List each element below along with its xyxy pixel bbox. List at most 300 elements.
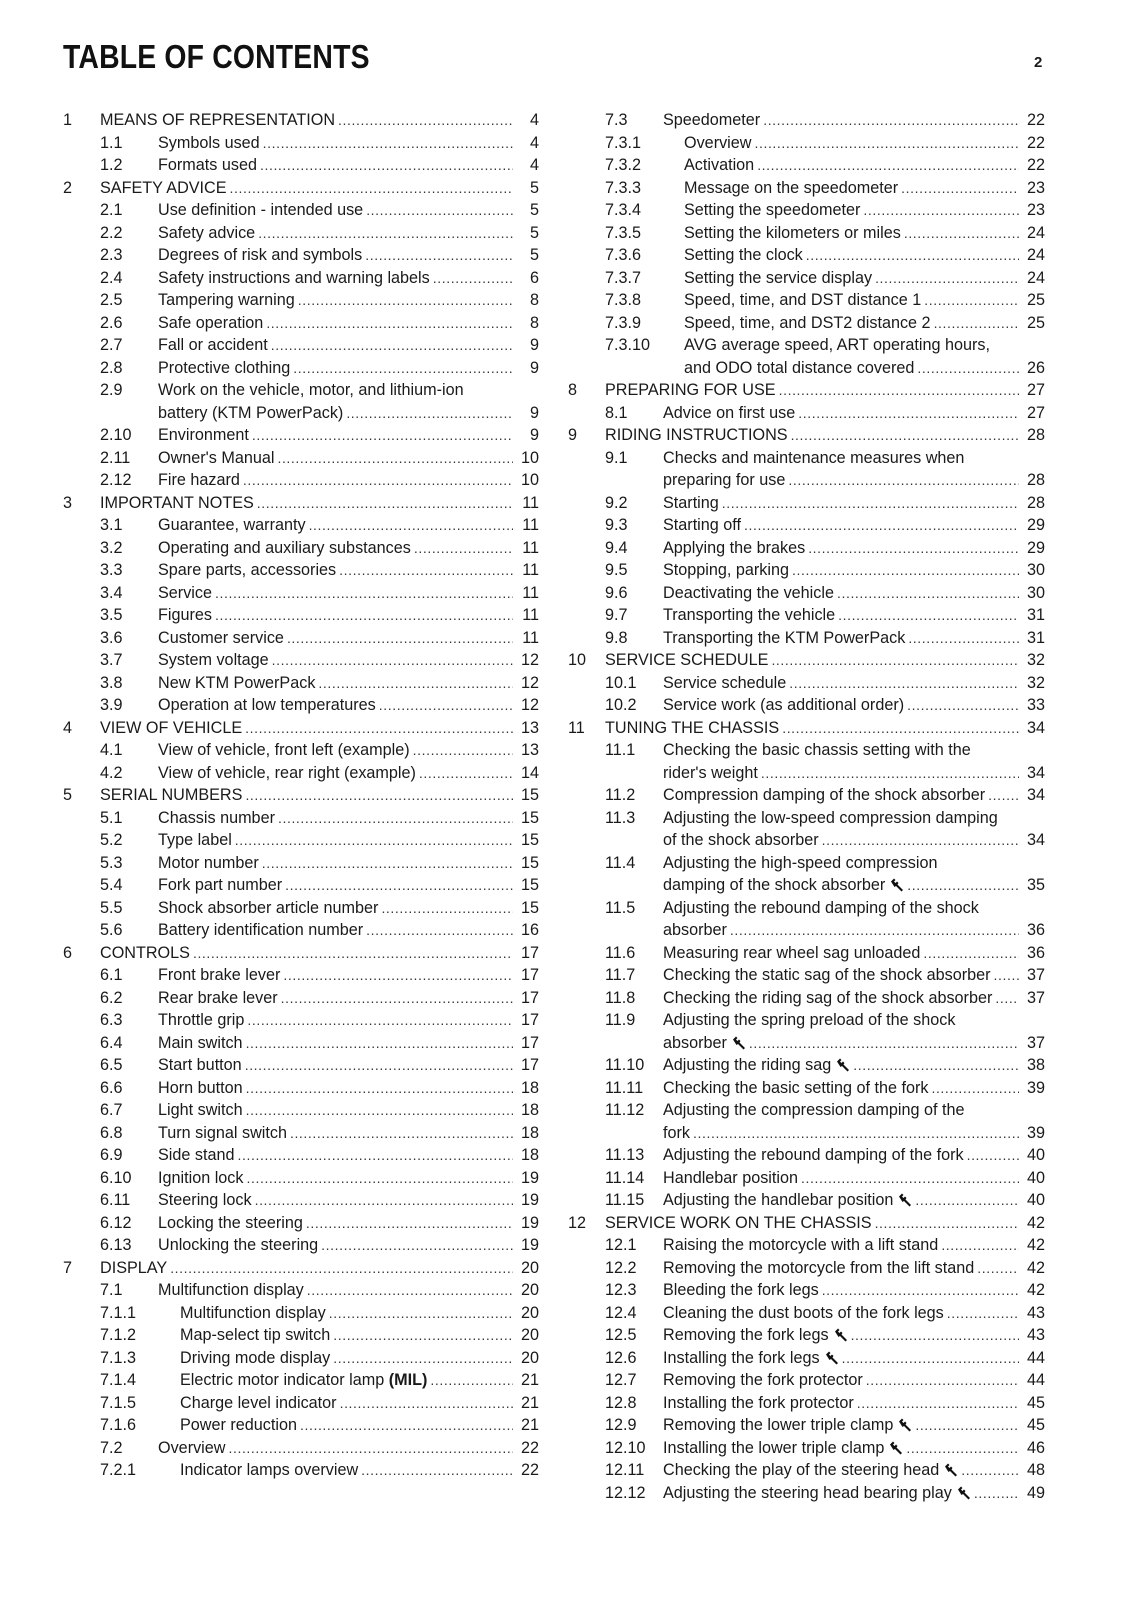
toc-entry[interactable] [568, 222, 1045, 245]
toc-entry[interactable] [63, 582, 539, 605]
toc-entry-title: Safe operation [158, 313, 264, 332]
toc-entry-page[interactable]: 13 [520, 718, 539, 737]
toc-entry-page[interactable]: 18 [520, 1123, 539, 1142]
toc-entry[interactable] [63, 1437, 539, 1460]
toc-entry-page[interactable]: 20 [520, 1258, 539, 1277]
toc-entry[interactable] [568, 379, 1045, 402]
toc-entry[interactable] [63, 739, 539, 762]
toc-entry[interactable] [568, 1369, 1045, 1392]
toc-entry[interactable] [63, 672, 539, 695]
toc-entry[interactable] [63, 942, 539, 965]
toc-entry-number: 7.1.2 [100, 1326, 137, 1344]
toc-entry-page[interactable]: 37 [1026, 988, 1045, 1007]
toc-entry[interactable] [568, 1279, 1045, 1302]
wrench-icon [824, 1349, 839, 1363]
toc-entry-text [663, 964, 1045, 987]
toc-entry[interactable] [63, 132, 539, 155]
toc-entry-line[interactable] [568, 334, 1045, 357]
dot-leader [857, 1392, 1019, 1415]
toc-entry-page[interactable]: 48 [1026, 1461, 1045, 1479]
toc-entry-page[interactable]: 30 [1026, 561, 1045, 579]
toc-entry[interactable] [63, 919, 539, 942]
toc-entry[interactable] [568, 964, 1045, 987]
toc-entry-page[interactable]: 5 [529, 223, 539, 242]
toc-entry-page[interactable]: 18 [520, 1101, 539, 1119]
toc-entry[interactable] [63, 897, 539, 920]
toc-entry[interactable] [63, 762, 539, 785]
toc-entry[interactable] [568, 1302, 1045, 1325]
toc-entry-page[interactable]: 20 [520, 1303, 539, 1322]
toc-entry-page[interactable]: 36 [1026, 921, 1045, 939]
toc-entry-page[interactable]: 37 [1026, 1033, 1045, 1052]
toc-entry-text [663, 582, 1045, 605]
toc-entry[interactable] [63, 447, 539, 470]
toc-entry[interactable] [63, 154, 539, 177]
toc-entry[interactable] [63, 1054, 539, 1077]
toc-entry-page[interactable]: 5 [529, 178, 539, 197]
toc-entry-page[interactable]: 24 [1026, 246, 1045, 264]
toc-entry[interactable] [568, 694, 1045, 717]
toc-entry[interactable] [63, 1302, 539, 1325]
toc-entry[interactable] [568, 649, 1045, 672]
dot-leader [271, 334, 513, 357]
toc-entry[interactable] [63, 289, 539, 312]
toc-entry-title: Light switch [158, 1101, 243, 1119]
toc-entry[interactable] [568, 1144, 1045, 1167]
toc-entry[interactable] [63, 267, 539, 290]
toc-entry[interactable] [63, 222, 539, 245]
toc-entry[interactable] [63, 852, 539, 875]
toc-entry-page[interactable]: 19 [520, 1168, 539, 1187]
toc-entry[interactable] [63, 1414, 539, 1437]
toc-entry-page[interactable]: 28 [1026, 493, 1045, 512]
toc-entry[interactable] [63, 469, 539, 492]
toc-entry-title: Setting the kilometers or miles [684, 223, 901, 242]
toc-entry[interactable] [568, 1482, 1045, 1505]
toc-entry-page[interactable]: 15 [520, 786, 539, 804]
toc-entry-page[interactable]: 31 [1026, 628, 1045, 647]
toc-entry-title: Adjusting the steering head bearing play [663, 1482, 971, 1505]
toc-entry-page[interactable]: 15 [520, 876, 539, 894]
toc-entry[interactable] [63, 177, 539, 200]
toc-entry[interactable] [568, 1054, 1045, 1077]
toc-entry-page[interactable]: 49 [1026, 1483, 1045, 1502]
toc-entry-number: 2.2 [100, 223, 123, 242]
toc-entry[interactable] [568, 1347, 1045, 1370]
toc-entry-line[interactable] [568, 1032, 1045, 1055]
toc-entry[interactable] [63, 559, 539, 582]
toc-entry[interactable] [568, 987, 1045, 1010]
dot-leader [842, 1347, 1019, 1370]
toc-entry-page[interactable]: 11 [522, 561, 539, 579]
toc-entry-number: 6.2 [100, 988, 123, 1007]
toc-entry[interactable] [63, 1032, 539, 1055]
toc-entry-number: 10.2 [605, 696, 637, 714]
toc-entry-page[interactable]: 4 [529, 156, 539, 174]
toc-entry-page[interactable]: 20 [520, 1326, 539, 1344]
toc-entry-page[interactable]: 23 [1026, 178, 1045, 197]
toc-entry[interactable] [568, 784, 1045, 807]
toc-entry[interactable] [63, 514, 539, 537]
toc-entry-page[interactable]: 9 [529, 336, 539, 354]
toc-entry-number: 6.6 [100, 1078, 123, 1097]
toc-entry-line[interactable] [63, 379, 539, 402]
toc-entry-page[interactable]: 11 [522, 583, 539, 602]
toc-entry-number: 7.2 [100, 1438, 123, 1457]
toc-entry-page[interactable]: 19 [520, 1236, 539, 1254]
toc-entry[interactable] [63, 1369, 539, 1392]
toc-entry-line[interactable] [568, 357, 1045, 380]
toc-entry[interactable] [63, 1392, 539, 1415]
toc-entry-page[interactable]: 28 [1026, 426, 1045, 444]
dot-leader [381, 897, 513, 920]
toc-entry-text [158, 1077, 539, 1100]
toc-entry-title: Stopping, parking [663, 561, 789, 579]
toc-entry[interactable] [568, 492, 1045, 515]
toc-entry[interactable] [568, 1212, 1045, 1235]
toc-entry-title: Setting the clock [684, 246, 803, 264]
toc-entry-page[interactable]: 12 [520, 651, 539, 669]
toc-entry-page[interactable]: 15 [520, 898, 539, 917]
toc-entry[interactable] [568, 537, 1045, 560]
toc-entry-page[interactable]: 11 [522, 493, 539, 512]
toc-entry-page[interactable]: 34 [1026, 786, 1045, 804]
toc-entry-page[interactable]: 43 [1026, 1303, 1045, 1322]
toc-entry-page[interactable]: 42 [1026, 1258, 1045, 1277]
toc-entry-title: Setting the speedometer [684, 201, 861, 219]
toc-entry[interactable] [568, 109, 1045, 132]
toc-entry-page[interactable]: 45 [1026, 1416, 1045, 1434]
toc-entry-page[interactable]: 46 [1026, 1438, 1045, 1457]
toc-entry-page[interactable]: 12 [520, 673, 539, 692]
toc-entry-page[interactable]: 39 [1026, 1123, 1045, 1142]
toc-entry-line[interactable] [568, 829, 1045, 852]
toc-entry[interactable] [568, 1234, 1045, 1257]
toc-entry-page[interactable]: 40 [1026, 1146, 1045, 1164]
toc-entry[interactable] [63, 1077, 539, 1100]
toc-entry-page[interactable]: 34 [1026, 718, 1045, 737]
toc-entry[interactable] [63, 1234, 539, 1257]
toc-entry-page[interactable]: 22 [520, 1461, 539, 1479]
toc-entry-page[interactable]: 21 [520, 1393, 539, 1412]
toc-entry-page[interactable]: 32 [1026, 673, 1045, 692]
toc-entry-line[interactable] [568, 447, 1045, 470]
toc-entry-page[interactable]: 8 [529, 313, 539, 332]
toc-entry-line[interactable] [568, 874, 1045, 897]
toc-entry[interactable] [568, 1257, 1045, 1280]
toc-entry[interactable] [63, 1144, 539, 1167]
toc-entry-page[interactable]: 17 [520, 1056, 539, 1074]
toc-entry[interactable] [63, 109, 539, 132]
toc-entry-page[interactable]: 34 [1026, 763, 1045, 782]
toc-entry[interactable] [568, 199, 1045, 222]
toc-entry[interactable] [63, 199, 539, 222]
toc-entry-title: Operating and auxiliary substances [158, 538, 411, 557]
toc-entry-page[interactable]: 6 [529, 268, 539, 287]
toc-entry-page[interactable]: 15 [520, 831, 539, 849]
toc-entry[interactable] [63, 1347, 539, 1370]
toc-entry[interactable] [63, 1459, 539, 1482]
toc-entry-page[interactable]: 18 [520, 1146, 539, 1164]
toc-entry[interactable] [568, 627, 1045, 650]
toc-entry-page[interactable]: 4 [529, 111, 539, 129]
toc-entry[interactable] [568, 559, 1045, 582]
toc-entry-text [684, 199, 1045, 222]
toc-entry-number: 11.10 [605, 1056, 645, 1074]
toc-entry[interactable] [568, 1414, 1045, 1437]
toc-entry-page[interactable]: 11 [522, 538, 539, 557]
toc-entry-title: fork [663, 1123, 690, 1142]
toc-entry-page[interactable]: 29 [1026, 538, 1045, 557]
toc-entry-page[interactable]: 45 [1026, 1393, 1045, 1412]
toc-entry-page[interactable]: 43 [1026, 1326, 1045, 1344]
toc-entry-page[interactable]: 15 [520, 853, 539, 872]
toc-entry-page[interactable]: 9 [529, 358, 539, 377]
toc-entry-page[interactable]: 25 [1026, 313, 1045, 332]
toc-entry[interactable] [63, 829, 539, 852]
toc-entry-page[interactable]: 36 [1026, 943, 1045, 962]
page-title: TABLE OF CONTENTS [63, 38, 370, 75]
toc-entry[interactable] [63, 1099, 539, 1122]
toc-entry-number: 3 [63, 493, 73, 512]
toc-entry-title: Type label [158, 831, 232, 849]
toc-entry[interactable] [63, 1189, 539, 1212]
toc-entry[interactable] [63, 1324, 539, 1347]
toc-entry[interactable] [568, 402, 1045, 425]
toc-entry-page[interactable]: 22 [1026, 111, 1045, 129]
toc-entry-text [663, 694, 1045, 717]
toc-entry[interactable] [63, 537, 539, 560]
toc-entry[interactable] [568, 942, 1045, 965]
toc-entry[interactable] [63, 784, 539, 807]
toc-entry-page[interactable]: 10 [520, 471, 539, 489]
toc-entry[interactable] [568, 1189, 1045, 1212]
toc-entry-page[interactable]: 5 [529, 201, 539, 219]
toc-entry-page[interactable]: 8 [529, 291, 539, 309]
dot-leader [763, 109, 1019, 132]
toc-entry-page[interactable]: 22 [1026, 133, 1045, 152]
toc-entry-page[interactable]: 32 [1026, 651, 1045, 669]
toc-entry-line[interactable] [568, 469, 1045, 492]
toc-entry-page[interactable]: 20 [520, 1281, 539, 1299]
toc-entry[interactable] [568, 267, 1045, 290]
toc-entry[interactable] [63, 649, 539, 672]
toc-entry-number: 12.8 [605, 1393, 637, 1412]
toc-entry[interactable] [63, 694, 539, 717]
toc-entry-page[interactable]: 27 [1026, 403, 1045, 422]
toc-entry-page[interactable]: 35 [1026, 876, 1045, 894]
toc-entry[interactable] [568, 424, 1045, 447]
toc-entry-title: Message on the speedometer [684, 178, 899, 197]
toc-entry-page[interactable]: 19 [520, 1191, 539, 1209]
toc-entry[interactable] [568, 1077, 1045, 1100]
toc-entry-page[interactable]: 33 [1026, 696, 1045, 714]
toc-entry[interactable] [568, 289, 1045, 312]
toc-entry-page[interactable]: 20 [520, 1348, 539, 1367]
toc-entry[interactable] [63, 1257, 539, 1280]
toc-entry[interactable] [63, 1167, 539, 1190]
toc-entry-page[interactable]: 18 [520, 1078, 539, 1097]
toc-entry-page[interactable]: 42 [1026, 1236, 1045, 1254]
toc-entry-page[interactable]: 17 [520, 966, 539, 984]
toc-entry-page[interactable]: 11 [522, 516, 539, 534]
toc-entry-title: Checking the basic chassis setting with the [663, 741, 971, 759]
toc-entry[interactable] [63, 424, 539, 447]
toc-entry[interactable] [63, 357, 539, 380]
toc-entry-page[interactable]: 11 [522, 628, 539, 647]
toc-entry-title: IMPORTANT NOTES [100, 493, 254, 512]
toc-entry-page[interactable]: 23 [1026, 201, 1045, 219]
toc-entry-line[interactable] [568, 852, 1045, 875]
toc-entry-page[interactable]: 17 [520, 988, 539, 1007]
toc-entry-page[interactable]: 26 [1026, 358, 1045, 377]
toc-entry-line[interactable] [63, 402, 539, 425]
toc-entry[interactable] [568, 1392, 1045, 1415]
toc-entry-page[interactable]: 13 [520, 741, 539, 759]
toc-entry[interactable] [568, 244, 1045, 267]
toc-entry-number: 6.1 [100, 966, 123, 984]
toc-entry[interactable] [568, 312, 1045, 335]
toc-entry-page[interactable]: 22 [520, 1438, 539, 1457]
toc-entry-page[interactable]: 25 [1026, 291, 1045, 309]
toc-entry-page[interactable]: 17 [520, 1033, 539, 1052]
toc-entry-text [180, 1369, 539, 1392]
toc-entry-text [663, 1302, 1045, 1325]
toc-entry-page[interactable]: 40 [1026, 1191, 1045, 1209]
toc-entry[interactable] [63, 964, 539, 987]
toc-entry-text [158, 514, 539, 537]
toc-entry-page[interactable]: 44 [1026, 1371, 1045, 1389]
toc-entry-line[interactable] [568, 1099, 1045, 1122]
toc-entry[interactable] [568, 132, 1045, 155]
toc-entry-page[interactable]: 19 [520, 1213, 539, 1232]
toc-entry-line[interactable] [568, 1122, 1045, 1145]
toc-entry-number: 5.2 [100, 831, 123, 849]
toc-entry-title: Main switch [158, 1033, 243, 1052]
toc-entry-page[interactable]: 24 [1026, 223, 1045, 242]
toc-entry-page[interactable]: 12 [520, 696, 539, 714]
toc-entry-page[interactable]: 17 [520, 943, 539, 962]
dot-leader [838, 604, 1019, 627]
dot-leader [779, 379, 1019, 402]
toc-entry-page[interactable]: 38 [1026, 1056, 1045, 1074]
toc-entry[interactable] [568, 1459, 1045, 1482]
toc-entry-page[interactable]: 28 [1026, 471, 1045, 489]
toc-entry[interactable] [568, 672, 1045, 695]
toc-entry-page[interactable]: 37 [1026, 966, 1045, 984]
toc-entry-page[interactable]: 4 [529, 133, 539, 152]
toc-entry[interactable] [63, 874, 539, 897]
toc-entry-number: 11.8 [605, 988, 636, 1007]
toc-entry-text [158, 559, 539, 582]
toc-entry-line[interactable] [568, 807, 1045, 830]
toc-entry[interactable] [568, 582, 1045, 605]
toc-entry-title: Speed, time, and DST2 distance 2 [684, 313, 931, 332]
toc-entry-number: 12.10 [605, 1438, 646, 1457]
toc-entry-number: 12 [568, 1213, 587, 1232]
toc-entry[interactable] [63, 492, 539, 515]
toc-entry[interactable] [568, 154, 1045, 177]
toc-entry[interactable] [568, 1324, 1045, 1347]
toc-entry[interactable] [63, 987, 539, 1010]
toc-entry-number: 5.4 [100, 876, 123, 894]
toc-entry[interactable] [63, 717, 539, 740]
toc-entry-text [100, 942, 539, 965]
toc-entry-page[interactable]: 42 [1026, 1281, 1045, 1299]
toc-entry-page[interactable]: 5 [529, 246, 539, 264]
toc-entry-page[interactable]: 34 [1026, 831, 1045, 849]
toc-entry-page[interactable]: 14 [520, 763, 539, 782]
toc-entry-line[interactable] [568, 762, 1045, 785]
toc-entry-page[interactable]: 17 [520, 1011, 539, 1029]
toc-entry[interactable] [63, 1009, 539, 1032]
dot-leader [693, 1122, 1019, 1145]
toc-entry-page[interactable]: 24 [1026, 268, 1045, 287]
toc-entry-number: 6.12 [100, 1213, 132, 1232]
toc-entry-title: Horn button [158, 1078, 243, 1097]
toc-entry-page[interactable]: 40 [1026, 1168, 1045, 1187]
toc-entry-page[interactable]: 21 [520, 1416, 539, 1434]
toc-entry[interactable] [63, 807, 539, 830]
dot-leader [808, 537, 1019, 560]
toc-entry-page[interactable]: 11 [522, 606, 539, 624]
toc-entry-page[interactable]: 39 [1026, 1078, 1045, 1097]
toc-entry[interactable] [63, 1212, 539, 1235]
toc-entry[interactable] [63, 244, 539, 267]
toc-entry-title: Start button [158, 1056, 242, 1074]
toc-entry-number: 12.12 [605, 1483, 646, 1502]
toc-entry-page[interactable]: 22 [1026, 156, 1045, 174]
toc-entry-page[interactable]: 30 [1026, 583, 1045, 602]
toc-entry-page[interactable]: 9 [529, 403, 539, 422]
toc-entry-number: 11.3 [605, 808, 636, 827]
toc-entry-line[interactable] [568, 919, 1045, 942]
toc-entry-page[interactable]: 27 [1026, 381, 1045, 399]
toc-entry[interactable] [63, 604, 539, 627]
toc-entry-text [158, 334, 539, 357]
toc-entry-line[interactable] [568, 1009, 1045, 1032]
toc-entry[interactable] [63, 627, 539, 650]
toc-entry-number: 11.4 [605, 853, 636, 872]
toc-entry[interactable] [63, 1279, 539, 1302]
toc-entry-page[interactable]: 42 [1026, 1213, 1045, 1232]
toc-entry-number: 7.1.5 [100, 1393, 137, 1412]
toc-entry[interactable] [568, 604, 1045, 627]
toc-entry[interactable] [568, 1437, 1045, 1460]
toc-entry[interactable] [568, 177, 1045, 200]
toc-entry-page[interactable]: 21 [520, 1371, 539, 1389]
toc-entry-page[interactable]: 44 [1026, 1348, 1045, 1367]
toc-entry[interactable] [568, 514, 1045, 537]
toc-entry[interactable] [63, 312, 539, 335]
toc-entry-line[interactable] [568, 739, 1045, 762]
dot-leader [904, 222, 1019, 245]
toc-entry-page[interactable]: 10 [520, 448, 539, 467]
toc-entry-title: DISPLAY [100, 1258, 168, 1277]
toc-entry[interactable] [568, 717, 1045, 740]
toc-entry-page[interactable]: 9 [529, 426, 539, 444]
toc-entry[interactable] [568, 1167, 1045, 1190]
toc-entry[interactable] [63, 334, 539, 357]
toc-entry-page[interactable]: 31 [1026, 606, 1045, 624]
toc-entry[interactable] [63, 1122, 539, 1145]
toc-entry-line[interactable] [568, 897, 1045, 920]
toc-entry-page[interactable]: 15 [520, 808, 539, 827]
dot-leader [915, 1414, 1019, 1437]
toc-entry-page[interactable]: 16 [520, 921, 539, 939]
toc-entry-page[interactable]: 29 [1026, 516, 1045, 534]
dot-leader [915, 1189, 1019, 1212]
